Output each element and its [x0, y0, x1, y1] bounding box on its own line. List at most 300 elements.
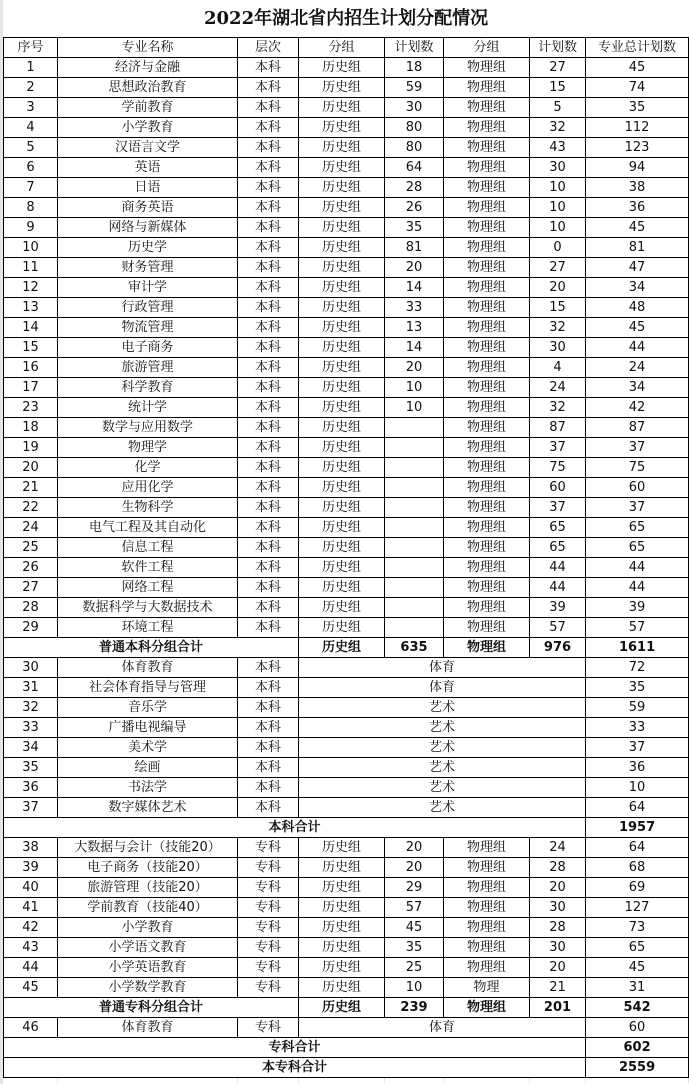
history-count-cell: 30 [385, 98, 444, 118]
total-cell: 48 [586, 298, 689, 318]
history-count-cell: 45 [385, 918, 444, 938]
level-cell: 本科 [238, 618, 299, 638]
physics-count-cell: 87 [530, 418, 586, 438]
major-cell: 财务管理 [58, 258, 238, 278]
empty-cell [385, 1078, 444, 1084]
table-row [4, 118, 689, 138]
seq-cell: 31 [4, 678, 58, 698]
history-count-cell: 10 [385, 978, 444, 998]
physics-count-cell: 10 [530, 198, 586, 218]
physics-group-cell: 物理组 [444, 198, 530, 218]
level-cell: 本科 [238, 58, 299, 78]
header-major: 专业名称 [58, 38, 238, 58]
physics-count-cell: 28 [530, 858, 586, 878]
seq-cell: 23 [4, 398, 58, 418]
history-group-cell: 历史组 [299, 518, 385, 538]
total-cell: 36 [586, 198, 689, 218]
table-row [4, 298, 689, 318]
total-cell: 59 [586, 698, 689, 718]
table-title: 2022年湖北省内招生计划分配情况 [4, 0, 689, 38]
history-group-cell: 历史组 [299, 898, 385, 918]
total-cell: 65 [586, 518, 689, 538]
major-cell: 信息工程 [58, 538, 238, 558]
history-count-cell: 20 [385, 358, 444, 378]
major-cell: 数字媒体艺术 [58, 798, 238, 818]
total-row [4, 1058, 689, 1078]
level-cell: 专科 [238, 918, 299, 938]
history-count-cell [385, 538, 444, 558]
history-group-cell: 历史组 [299, 318, 385, 338]
table-row [4, 838, 689, 858]
history-count-cell: 81 [385, 238, 444, 258]
physics-group-cell: 物理组 [444, 278, 530, 298]
major-cell: 体育教育 [58, 1018, 238, 1038]
physics-group-cell: 物理组 [444, 78, 530, 98]
seq-cell: 39 [4, 858, 58, 878]
category-cell: 艺术 [299, 778, 586, 798]
major-cell: 审计学 [58, 278, 238, 298]
total-cell: 74 [586, 78, 689, 98]
physics-count-cell: 43 [530, 138, 586, 158]
level-cell: 专科 [238, 858, 299, 878]
seq-cell: 43 [4, 938, 58, 958]
history-count-cell: 10 [385, 398, 444, 418]
history-count-cell: 59 [385, 78, 444, 98]
seq-cell: 14 [4, 318, 58, 338]
header-seq: 序号 [4, 38, 58, 58]
total-cell: 65 [586, 538, 689, 558]
level-cell: 本科 [238, 158, 299, 178]
table-row [4, 558, 689, 578]
major-cell: 商务英语 [58, 198, 238, 218]
major-cell: 生物科学 [58, 498, 238, 518]
history-group-cell: 历史组 [299, 218, 385, 238]
history-count-cell: 25 [385, 958, 444, 978]
physics-count-cell: 0 [530, 238, 586, 258]
seq-cell: 2 [4, 78, 58, 98]
history-count-cell [385, 618, 444, 638]
physics-group-cell: 物理组 [444, 298, 530, 318]
major-cell: 学前教育 [58, 98, 238, 118]
seq-cell: 11 [4, 258, 58, 278]
total-label: 本专科合计 [4, 1058, 586, 1078]
major-cell: 书法学 [58, 778, 238, 798]
total-cell: 2559 [586, 1058, 689, 1078]
physics-count-cell: 27 [530, 258, 586, 278]
physics-count-cell: 5 [530, 98, 586, 118]
table-row [4, 898, 689, 918]
history-count-cell: 20 [385, 858, 444, 878]
table-row [4, 778, 689, 798]
total-cell: 69 [586, 878, 689, 898]
total-cell: 64 [586, 798, 689, 818]
physics-group-cell: 物理组 [444, 918, 530, 938]
level-cell: 本科 [238, 718, 299, 738]
history-group-cell: 历史组 [299, 918, 385, 938]
physics-count-cell: 27 [530, 58, 586, 78]
seq-cell: 1 [4, 58, 58, 78]
total-cell: 35 [586, 98, 689, 118]
major-cell: 历史学 [58, 238, 238, 258]
total-cell: 45 [586, 218, 689, 238]
physics-group-cell: 物理组 [444, 118, 530, 138]
seq-cell: 4 [4, 118, 58, 138]
physics-group-cell: 物理组 [444, 378, 530, 398]
seq-cell: 34 [4, 738, 58, 758]
major-cell: 小学教育 [58, 918, 238, 938]
physics-count-cell: 21 [530, 978, 586, 998]
seq-cell: 41 [4, 898, 58, 918]
level-cell: 本科 [238, 598, 299, 618]
seq-cell: 9 [4, 218, 58, 238]
history-count-cell [385, 498, 444, 518]
subtotal-row [4, 998, 689, 1018]
level-cell: 专科 [238, 838, 299, 858]
table-row [4, 878, 689, 898]
table-row [4, 498, 689, 518]
category-cell: 体育 [299, 678, 586, 698]
table-row [4, 78, 689, 98]
table-row [4, 478, 689, 498]
table-row [4, 598, 689, 618]
history-group-cell: 历史组 [299, 58, 385, 78]
history-count-cell: 29 [385, 878, 444, 898]
physics-count-cell: 15 [530, 78, 586, 98]
major-cell: 学前教育（技能40） [58, 898, 238, 918]
empty-cell [444, 1078, 530, 1084]
major-cell: 应用化学 [58, 478, 238, 498]
history-group-cell: 历史组 [299, 958, 385, 978]
history-count-cell: 14 [385, 338, 444, 358]
history-group-cell: 历史组 [299, 638, 385, 658]
history-count-cell [385, 458, 444, 478]
history-group-cell: 历史组 [299, 498, 385, 518]
history-count-cell: 18 [385, 58, 444, 78]
table-row [4, 658, 689, 678]
table-row [4, 318, 689, 338]
seq-cell: 46 [4, 1018, 58, 1038]
major-cell: 日语 [58, 178, 238, 198]
table-row [4, 798, 689, 818]
seq-cell: 19 [4, 438, 58, 458]
history-count-cell: 20 [385, 838, 444, 858]
major-cell: 汉语言文学 [58, 138, 238, 158]
table-row [4, 958, 689, 978]
major-cell: 网络工程 [58, 578, 238, 598]
level-cell: 专科 [238, 938, 299, 958]
total-cell: 1611 [586, 638, 689, 658]
physics-count-cell: 30 [530, 938, 586, 958]
table-row [4, 178, 689, 198]
physics-count-cell: 32 [530, 318, 586, 338]
history-count-cell: 80 [385, 138, 444, 158]
category-cell: 体育 [299, 658, 586, 678]
history-group-cell: 历史组 [299, 238, 385, 258]
major-cell: 电气工程及其自动化 [58, 518, 238, 538]
total-cell: 1957 [586, 818, 689, 838]
table-row [4, 858, 689, 878]
major-cell: 思想政治教育 [58, 78, 238, 98]
table-row [4, 518, 689, 538]
level-cell: 本科 [238, 218, 299, 238]
seq-cell: 12 [4, 278, 58, 298]
table-row [4, 978, 689, 998]
history-count-cell [385, 578, 444, 598]
physics-count-cell: 75 [530, 458, 586, 478]
total-cell: 542 [586, 998, 689, 1018]
total-cell: 60 [586, 1018, 689, 1038]
major-cell: 社会体育指导与管理 [58, 678, 238, 698]
level-cell: 本科 [238, 778, 299, 798]
physics-count-cell: 15 [530, 298, 586, 318]
physics-count-cell: 30 [530, 158, 586, 178]
physics-group-cell: 物理组 [444, 438, 530, 458]
history-count-cell [385, 558, 444, 578]
total-cell: 34 [586, 378, 689, 398]
physics-group-cell: 物理组 [444, 478, 530, 498]
table-row [4, 198, 689, 218]
seq-cell: 17 [4, 378, 58, 398]
empty-cell [58, 1078, 238, 1084]
total-cell: 45 [586, 318, 689, 338]
seq-cell: 38 [4, 838, 58, 858]
total-cell: 60 [586, 478, 689, 498]
physics-group-cell: 物理组 [444, 538, 530, 558]
physics-group-cell: 物理组 [444, 838, 530, 858]
level-cell: 本科 [238, 698, 299, 718]
table-row [4, 718, 689, 738]
major-cell: 旅游管理 [58, 358, 238, 378]
history-count-cell: 57 [385, 898, 444, 918]
history-count-cell: 239 [385, 998, 444, 1018]
table-row [4, 418, 689, 438]
history-group-cell: 历史组 [299, 298, 385, 318]
total-cell: 65 [586, 938, 689, 958]
subtotal-label: 普通本科分组合计 [4, 638, 299, 658]
total-cell: 87 [586, 418, 689, 438]
seq-cell: 8 [4, 198, 58, 218]
total-row [4, 818, 689, 838]
table-row [4, 218, 689, 238]
level-cell: 本科 [238, 118, 299, 138]
physics-group-cell: 物理组 [444, 178, 530, 198]
total-cell: 33 [586, 718, 689, 738]
category-cell: 艺术 [299, 798, 586, 818]
level-cell: 本科 [238, 478, 299, 498]
history-count-cell: 10 [385, 378, 444, 398]
history-group-cell: 历史组 [299, 558, 385, 578]
history-group-cell: 历史组 [299, 138, 385, 158]
seq-cell: 24 [4, 518, 58, 538]
history-count-cell: 26 [385, 198, 444, 218]
level-cell: 本科 [238, 398, 299, 418]
seq-cell: 40 [4, 878, 58, 898]
physics-group-cell: 物理组 [444, 958, 530, 978]
header-level: 层次 [238, 38, 299, 58]
physics-count-cell: 976 [530, 638, 586, 658]
table-row [4, 458, 689, 478]
header-count-physics: 计划数 [530, 38, 586, 58]
physics-count-cell: 20 [530, 278, 586, 298]
table-row [4, 238, 689, 258]
history-count-cell: 80 [385, 118, 444, 138]
level-cell: 本科 [238, 558, 299, 578]
level-cell: 本科 [238, 578, 299, 598]
major-cell: 小学英语教育 [58, 958, 238, 978]
total-cell: 37 [586, 498, 689, 518]
major-cell: 电子商务 [58, 338, 238, 358]
table-row [4, 698, 689, 718]
history-group-cell: 历史组 [299, 278, 385, 298]
table-row [4, 258, 689, 278]
level-cell: 本科 [238, 758, 299, 778]
major-cell: 广播电视编导 [58, 718, 238, 738]
physics-group-cell: 物理组 [444, 218, 530, 238]
physics-group-cell: 物理组 [444, 998, 530, 1018]
major-cell: 英语 [58, 158, 238, 178]
total-cell: 37 [586, 438, 689, 458]
total-cell: 75 [586, 458, 689, 478]
history-group-cell: 历史组 [299, 338, 385, 358]
total-cell: 81 [586, 238, 689, 258]
level-cell: 本科 [238, 438, 299, 458]
history-group-cell: 历史组 [299, 618, 385, 638]
total-cell: 42 [586, 398, 689, 418]
total-cell: 64 [586, 838, 689, 858]
physics-group-cell: 物理组 [444, 458, 530, 478]
seq-cell: 21 [4, 478, 58, 498]
seq-cell: 33 [4, 718, 58, 738]
physics-group-cell: 物理组 [444, 238, 530, 258]
enrollment-plan-table [3, 0, 689, 1083]
physics-count-cell: 30 [530, 338, 586, 358]
physics-count-cell: 39 [530, 598, 586, 618]
seq-cell: 42 [4, 918, 58, 938]
history-group-cell: 历史组 [299, 378, 385, 398]
level-cell: 本科 [238, 518, 299, 538]
major-cell: 数据科学与大数据技术 [58, 598, 238, 618]
empty-cell [586, 1078, 689, 1084]
major-cell: 环境工程 [58, 618, 238, 638]
total-cell: 127 [586, 898, 689, 918]
seq-cell: 45 [4, 978, 58, 998]
total-label: 本科合计 [4, 818, 586, 838]
history-count-cell: 14 [385, 278, 444, 298]
header-group-physics: 分组 [444, 38, 530, 58]
major-cell: 物理学 [58, 438, 238, 458]
history-count-cell [385, 518, 444, 538]
physics-group-cell: 物理组 [444, 938, 530, 958]
physics-count-cell: 24 [530, 378, 586, 398]
physics-group-cell: 物理组 [444, 898, 530, 918]
physics-count-cell: 65 [530, 538, 586, 558]
seq-cell: 16 [4, 358, 58, 378]
physics-group-cell: 物理组 [444, 858, 530, 878]
category-cell: 艺术 [299, 738, 586, 758]
physics-count-cell: 4 [530, 358, 586, 378]
major-cell: 数学与应用数学 [58, 418, 238, 438]
physics-group-cell: 物理组 [444, 518, 530, 538]
table-row [4, 578, 689, 598]
history-group-cell: 历史组 [299, 858, 385, 878]
level-cell: 本科 [238, 458, 299, 478]
physics-group-cell: 物理组 [444, 618, 530, 638]
table-row [4, 358, 689, 378]
major-cell: 美术学 [58, 738, 238, 758]
history-group-cell: 历史组 [299, 398, 385, 418]
physics-group-cell: 物理组 [444, 558, 530, 578]
total-cell: 24 [586, 358, 689, 378]
category-cell: 体育 [299, 1018, 586, 1038]
table-row [4, 538, 689, 558]
physics-count-cell: 60 [530, 478, 586, 498]
header-count-history: 计划数 [385, 38, 444, 58]
physics-group-cell: 物理组 [444, 258, 530, 278]
seq-cell: 32 [4, 698, 58, 718]
history-group-cell: 历史组 [299, 358, 385, 378]
table-row [4, 58, 689, 78]
history-group-cell: 历史组 [299, 258, 385, 278]
seq-cell: 35 [4, 758, 58, 778]
table-row [4, 678, 689, 698]
total-cell: 112 [586, 118, 689, 138]
history-count-cell: 635 [385, 638, 444, 658]
seq-cell: 13 [4, 298, 58, 318]
major-cell: 软件工程 [58, 558, 238, 578]
seq-cell: 36 [4, 778, 58, 798]
total-cell: 47 [586, 258, 689, 278]
table-row [4, 278, 689, 298]
history-group-cell: 历史组 [299, 578, 385, 598]
category-cell: 艺术 [299, 758, 586, 778]
seq-cell: 18 [4, 418, 58, 438]
physics-group-cell: 物理组 [444, 58, 530, 78]
table-row [4, 378, 689, 398]
history-group-cell: 历史组 [299, 878, 385, 898]
history-group-cell: 历史组 [299, 178, 385, 198]
level-cell: 本科 [238, 258, 299, 278]
major-cell: 化学 [58, 458, 238, 478]
physics-count-cell: 37 [530, 498, 586, 518]
level-cell: 本科 [238, 278, 299, 298]
physics-count-cell: 32 [530, 118, 586, 138]
total-cell: 10 [586, 778, 689, 798]
total-cell: 123 [586, 138, 689, 158]
table-row [4, 618, 689, 638]
history-count-cell [385, 438, 444, 458]
level-cell: 专科 [238, 878, 299, 898]
seq-cell: 37 [4, 798, 58, 818]
physics-group-cell: 物理组 [444, 138, 530, 158]
seq-cell: 3 [4, 98, 58, 118]
history-group-cell: 历史组 [299, 978, 385, 998]
level-cell: 专科 [238, 978, 299, 998]
physics-count-cell: 65 [530, 518, 586, 538]
physics-group-cell: 物理组 [444, 318, 530, 338]
table-row [4, 398, 689, 418]
total-cell: 73 [586, 918, 689, 938]
history-count-cell [385, 478, 444, 498]
seq-cell: 25 [4, 538, 58, 558]
major-cell: 行政管理 [58, 298, 238, 318]
seq-cell: 30 [4, 658, 58, 678]
physics-count-cell: 32 [530, 398, 586, 418]
major-cell: 小学数学教育 [58, 978, 238, 998]
subtotal-label: 普通专科分组合计 [4, 998, 299, 1018]
total-cell: 45 [586, 958, 689, 978]
total-cell: 45 [586, 58, 689, 78]
table-row [4, 98, 689, 118]
